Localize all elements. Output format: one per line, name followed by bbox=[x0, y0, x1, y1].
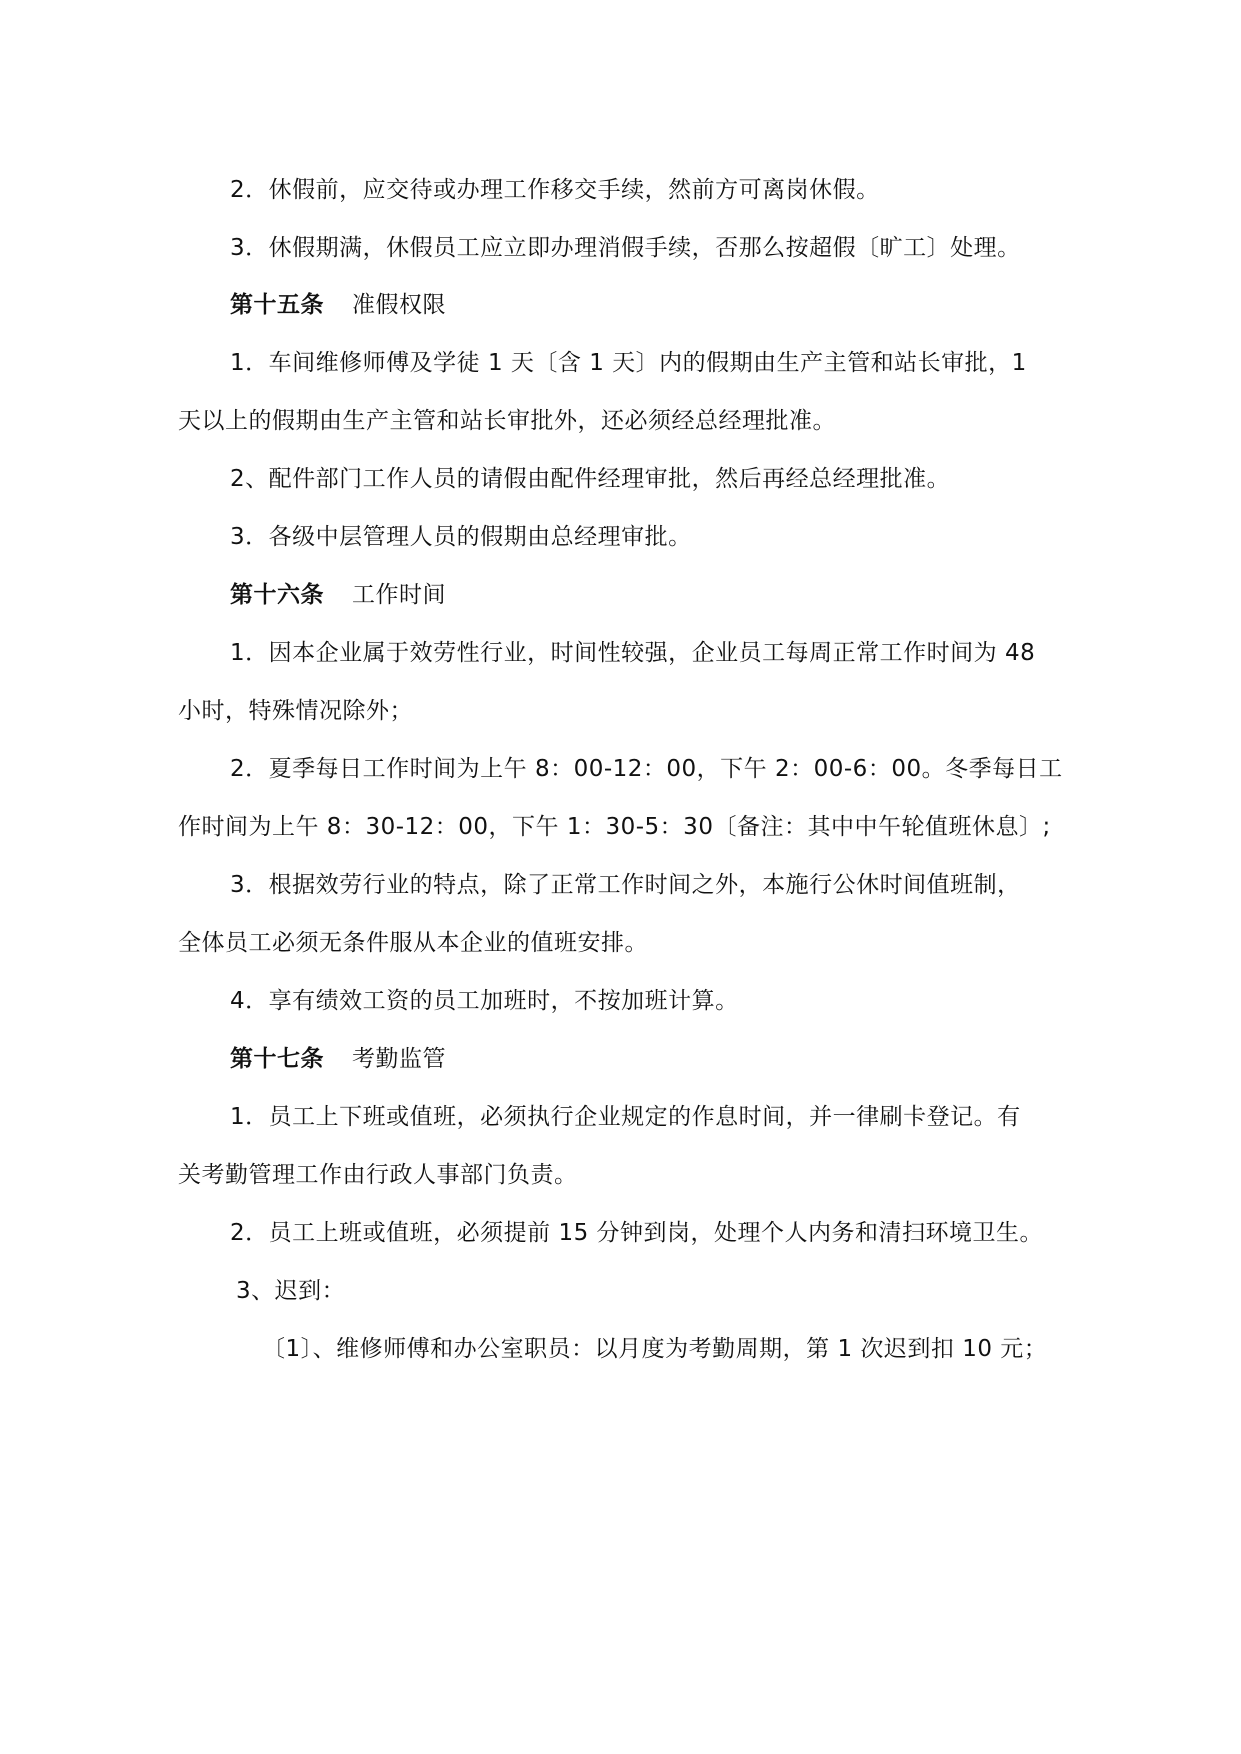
article-number: 第十六条 bbox=[230, 582, 324, 608]
section-heading-16 bbox=[230, 580, 1130, 610]
article-title: 工作时间 bbox=[352, 582, 446, 608]
paragraph-daily-schedule-cont: 作时间为上午 8：30-12：00，下午 1：30-5：30〔备注：其中中午轮值班休息〕; bbox=[178, 814, 1051, 840]
paragraph-lateness-heading: 3、迟到： bbox=[236, 1278, 346, 1304]
paragraph-clock-in: 1．员工上下班或值班，必须执行企业规定的作息时间，并一律刷卡登记。有 bbox=[230, 1104, 1021, 1130]
paragraph-weekly-hours: 1．因本企业属于效劳性行业，时间性较强，企业员工每周正常工作时间为 48 bbox=[230, 640, 1036, 666]
paragraph-duty-system: 3．根据效劳行业的特点，除了正常工作时间之外，本施行公休时间值班制， bbox=[230, 872, 1021, 898]
paragraph-manager-leave: 3．各级中层管理人员的假期由总经理审批。 bbox=[230, 524, 692, 550]
paragraph-workshop-leave: 1．车间维修师傅及学徒 1 天〔含 1 天〕内的假期由生产主管和站长审批，1 bbox=[230, 350, 1027, 376]
paragraph-leave-handover: 2．休假前，应交待或办理工作移交手续，然前方可离岗休假。 bbox=[230, 177, 880, 203]
paragraph-early-arrival: 2．员工上班或值班，必须提前 15 分钟到岗，处理个人内务和清扫环境卫生。 bbox=[230, 1220, 1044, 1246]
article-number: 第十七条 bbox=[230, 1046, 324, 1072]
paragraph-clock-in-cont: 关考勤管理工作由行政人事部门负责。 bbox=[178, 1162, 578, 1188]
section-heading-17 bbox=[230, 1044, 1130, 1074]
paragraph-duty-system-cont: 全体员工必须无条件服从本企业的值班安排。 bbox=[178, 930, 648, 956]
paragraph-leave-expiry: 3．休假期满，休假员工应立即办理消假手续，否那么按超假〔旷工〕处理。 bbox=[230, 235, 1021, 261]
article-title: 考勤监管 bbox=[352, 1046, 446, 1072]
paragraph-overtime: 4．享有绩效工资的员工加班时，不按加班计算。 bbox=[230, 988, 739, 1014]
paragraph-weekly-hours-cont: 小时，特殊情况除外； bbox=[178, 698, 413, 724]
article-title: 准假权限 bbox=[352, 292, 446, 318]
paragraph-lateness-rule-1: 〔1〕、维修师傅和办公室职员：以月度为考勤周期，第 1 次迟到扣 10 元； bbox=[262, 1336, 1048, 1362]
paragraph-parts-leave: 2、配件部门工作人员的请假由配件经理审批，然后再经总经理批准。 bbox=[230, 466, 951, 492]
article-number: 第十五条 bbox=[230, 292, 324, 318]
section-heading-15 bbox=[230, 290, 1130, 320]
paragraph-daily-schedule: 2．夏季每日工作时间为上午 8：00-12：00，下午 2：00-6：00。冬季每日工 bbox=[230, 756, 1063, 782]
paragraph-workshop-leave-cont: 天以上的假期由生产主管和站长审批外，还必须经总经理批准。 bbox=[178, 408, 836, 434]
